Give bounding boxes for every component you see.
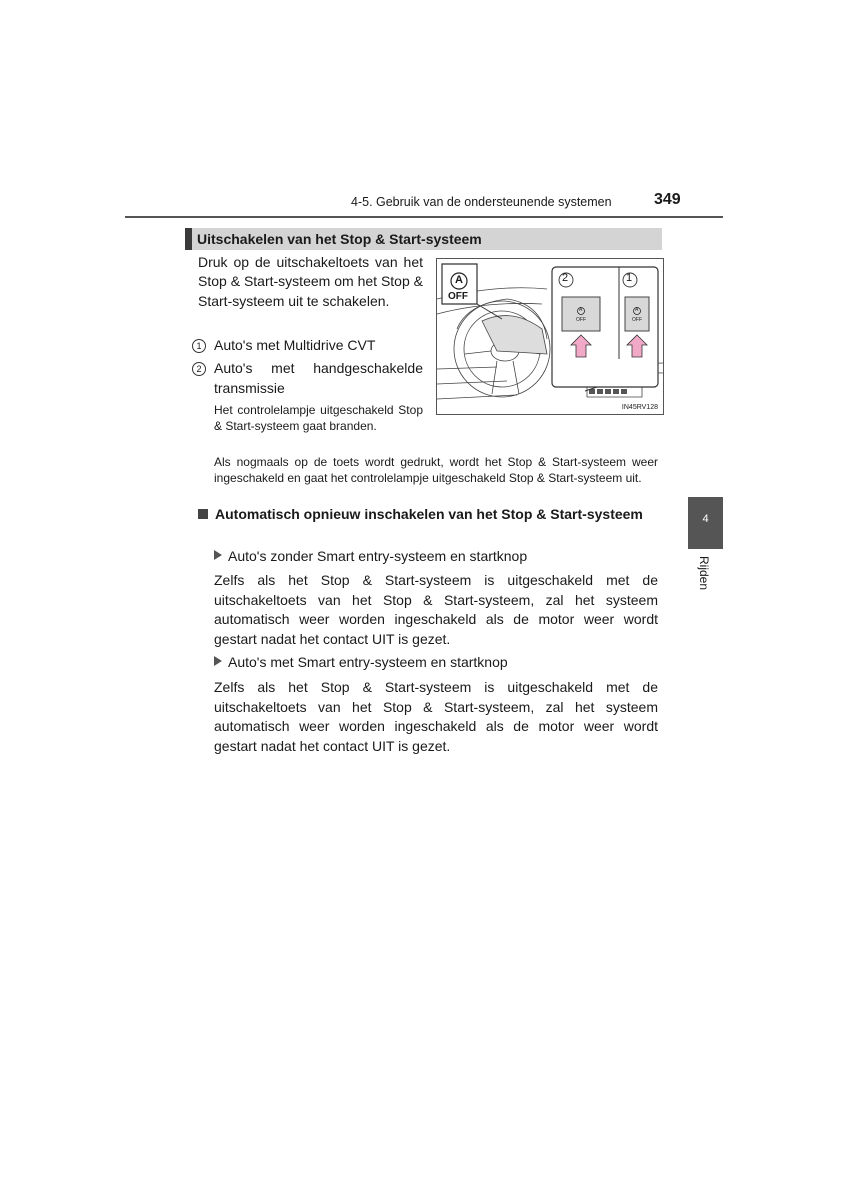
triangle-bullet-icon xyxy=(214,656,222,666)
callout-number-1: 1 xyxy=(626,272,633,284)
list-item-multidrive xyxy=(192,336,423,356)
switch-off-cvt: OFF xyxy=(576,317,586,323)
section-title-accent xyxy=(185,228,192,250)
switch-letter-manual: A xyxy=(635,307,639,313)
paragraph-no-smart-entry: Zelfs als het Stop & Start-systeem is uitgeschakeld met de uitschakeltoets van het Stop & Start-systeem, zal het systeem automatisch weer worden ingeschakeld als de motor weer wordt gestart nadat het contact UIT is gezet. xyxy=(214,572,658,647)
square-bullet-icon xyxy=(198,509,208,519)
dashboard-illustration xyxy=(436,258,664,415)
bullet-smart-entry xyxy=(214,654,508,670)
bullet-label: Auto's met Smart entry-systeem en startknop xyxy=(228,654,508,670)
figure-code: IN45RV128 xyxy=(621,404,658,411)
header-rule xyxy=(125,216,723,218)
running-header: 4-5. Gebruik van de ondersteunende systemen xyxy=(351,195,612,209)
triangle-bullet-icon xyxy=(214,550,222,560)
chapter-tab: 4 xyxy=(688,497,723,549)
list-item-manual xyxy=(192,359,423,398)
switch-letter-cvt: A xyxy=(579,307,583,313)
page-number: 349 xyxy=(654,191,681,208)
paragraph-smart-entry: Zelfs als het Stop & Start-systeem is uitgeschakeld met de uitschakeltoets van het Stop & Start-systeem, zal het systeem automatisch weer worden ingeschakeld als de motor weer wordt gestart nadat het contact UIT is gezet. xyxy=(214,679,658,754)
item-number-badge: 1 xyxy=(192,339,206,353)
item-text: Auto's met handgeschakelde transmissie xyxy=(214,360,423,396)
button-off-label: OFF xyxy=(448,291,468,302)
switch-off-manual: OFF xyxy=(632,317,642,323)
section-title: Uitschakelen van het Stop & Start-systeem xyxy=(197,231,482,247)
indicator-note: Het controlelampje uitgeschakeld Stop & Start-systeem gaat branden. xyxy=(214,403,423,433)
intro-paragraph: Druk op de uitschakeltoets van het Stop & Start-systeem om het Stop & Start-systeem uit te schakelen. xyxy=(198,254,423,309)
button-letter-icon: A xyxy=(455,274,463,286)
reactivate-note: Als nogmaals op de toets wordt gedrukt, wordt het Stop & Start-systeem weer ingeschakeld en gaat het controlelampje uitgeschakeld Stop & Start-systeem uit. xyxy=(214,455,658,485)
bullet-no-smart-entry xyxy=(214,548,527,564)
subsection-title: Automatisch opnieuw inschakelen van het Stop & Start-systeem xyxy=(215,506,643,522)
chapter-label: Rijden xyxy=(697,556,711,591)
item-text: Auto's met Multidrive CVT xyxy=(214,337,376,353)
section-title-bar xyxy=(185,228,662,250)
subsection-heading xyxy=(198,505,658,525)
callout-number-2: 2 xyxy=(562,272,569,284)
bullet-label: Auto's zonder Smart entry-systeem en startknop xyxy=(228,548,528,564)
item-number-badge: 2 xyxy=(192,362,206,376)
